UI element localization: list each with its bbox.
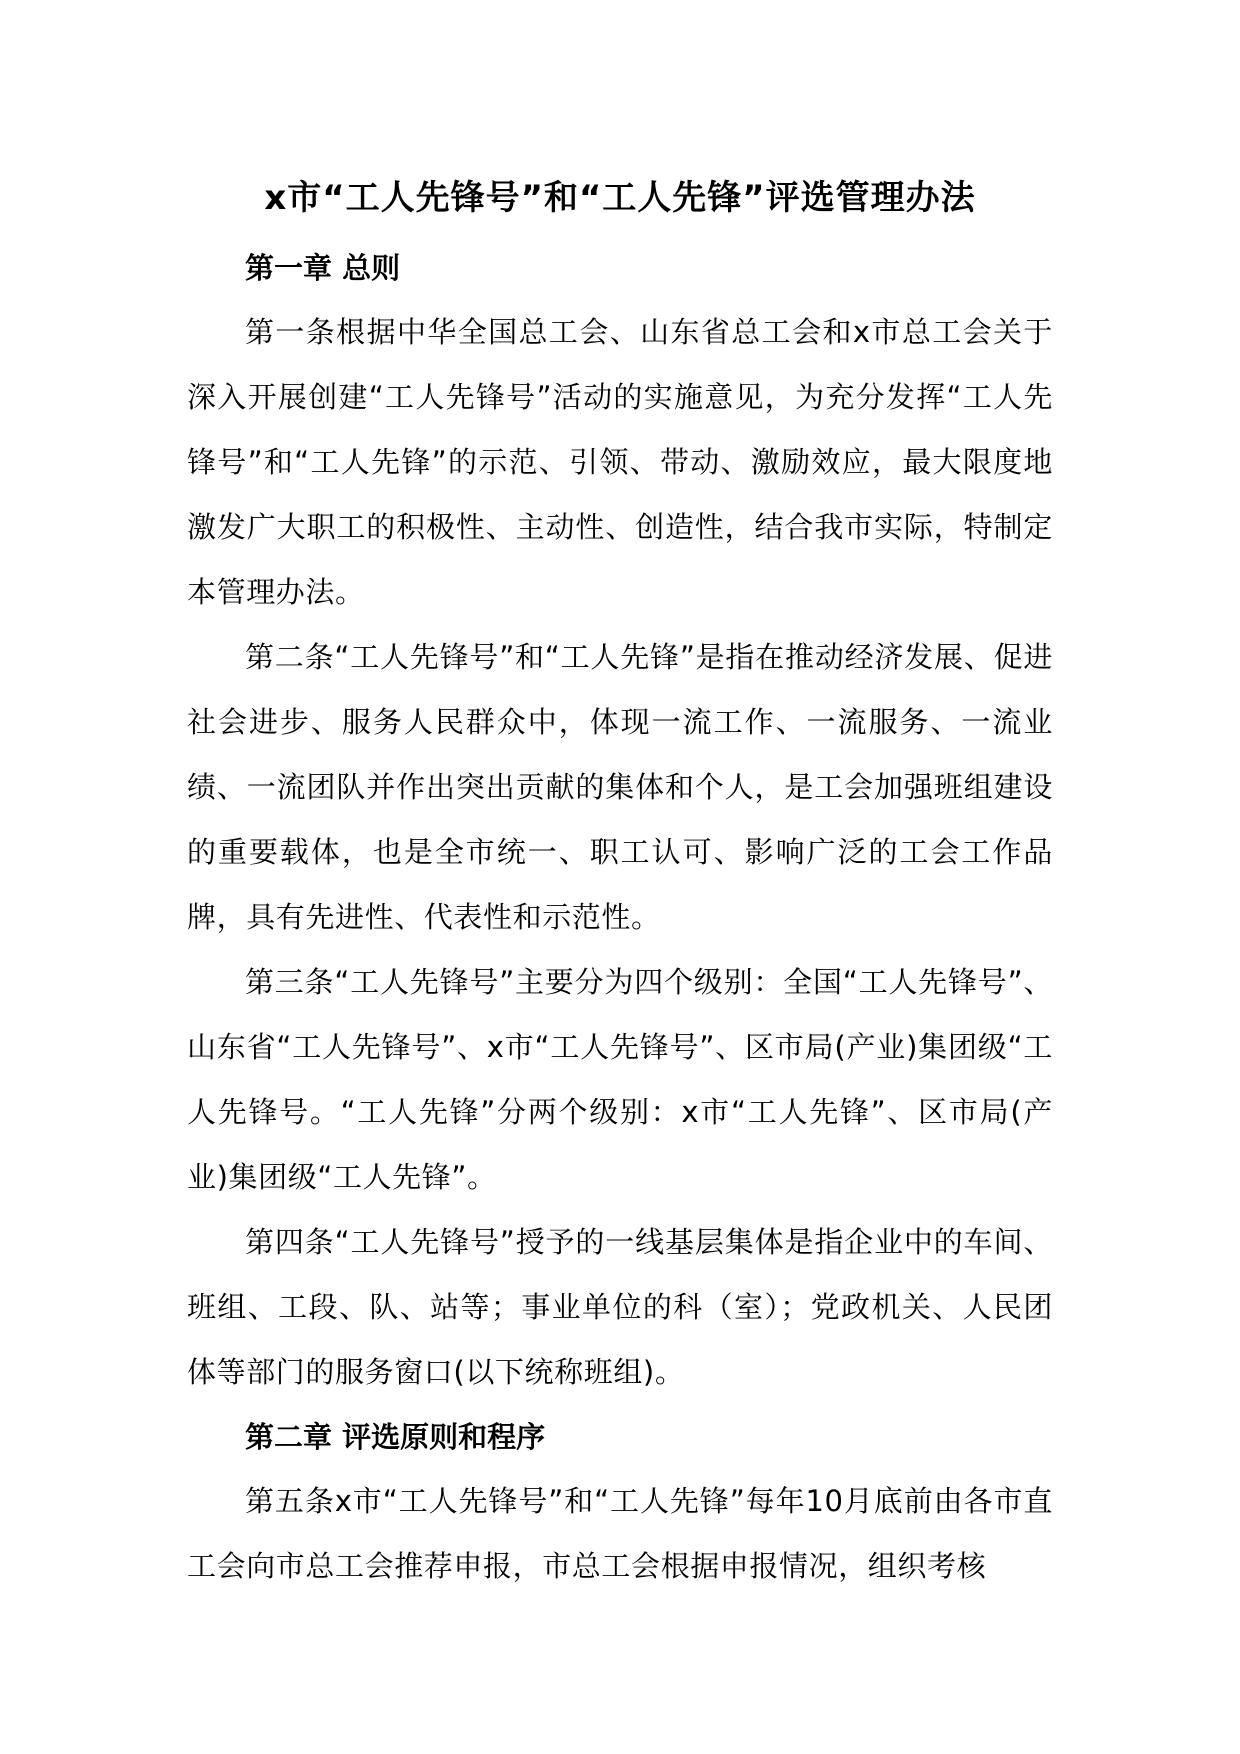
article-2-paragraph: 第二条“工人先锋号”和“工人先锋”是指在推动经济发展、促进社会进步、服务人民群众中，体现一流工作、一流服务、一流业绩、一流团队并作出突出贡献的集体和个人，是工会加强班组建设的重要载体，也是全市统一、职工认可、影响广泛的工会工作品牌，具有先进性、代表性和示范性。	[187, 640, 1053, 934]
document-body	[187, 236, 1053, 1599]
article-1-paragraph: 第一条根据中华全国总工会、山东省总工会和x市总工会关于深入开展创建“工人先锋号”活动的实施意见，为充分发挥“工人先锋号”和“工人先锋”的示范、引领、带动、激励效应，最大限度地激发广大职工的积极性、主动性、创造性，结合我市实际，特制定本管理办法。	[187, 315, 1053, 609]
article-5-paragraph: 第五条x市“工人先锋号”和“工人先锋”每年10月底前由各市直工会向市总工会推荐申报，市总工会根据申报情况，组织考核	[187, 1484, 1053, 1583]
chapter-heading-1: 第一章 总则	[245, 251, 401, 285]
article-3-paragraph: 第三条“工人先锋号”主要分为四个级别：全国“工人先锋号”、山东省“工人先锋号”、x市“工人先锋号”、区市局(产业)集团级“工人先锋号。“工人先锋”分两个级别：x市“工人先锋”、区市局(产业)集团级“工人先锋”。	[187, 965, 1053, 1194]
article-4-paragraph: 第四条“工人先锋号”授予的一线基层集体是指企业中的车间、班组、工段、队、站等；事业单位的科（室）；党政机关、人民团体等部门的服务窗口(以下统称班组)。	[187, 1225, 1053, 1389]
document-title: x市“工人先锋号”和“工人先锋”评选管理办法	[264, 178, 976, 218]
chapter-heading-2: 第二章 评选原则和程序	[245, 1420, 546, 1454]
